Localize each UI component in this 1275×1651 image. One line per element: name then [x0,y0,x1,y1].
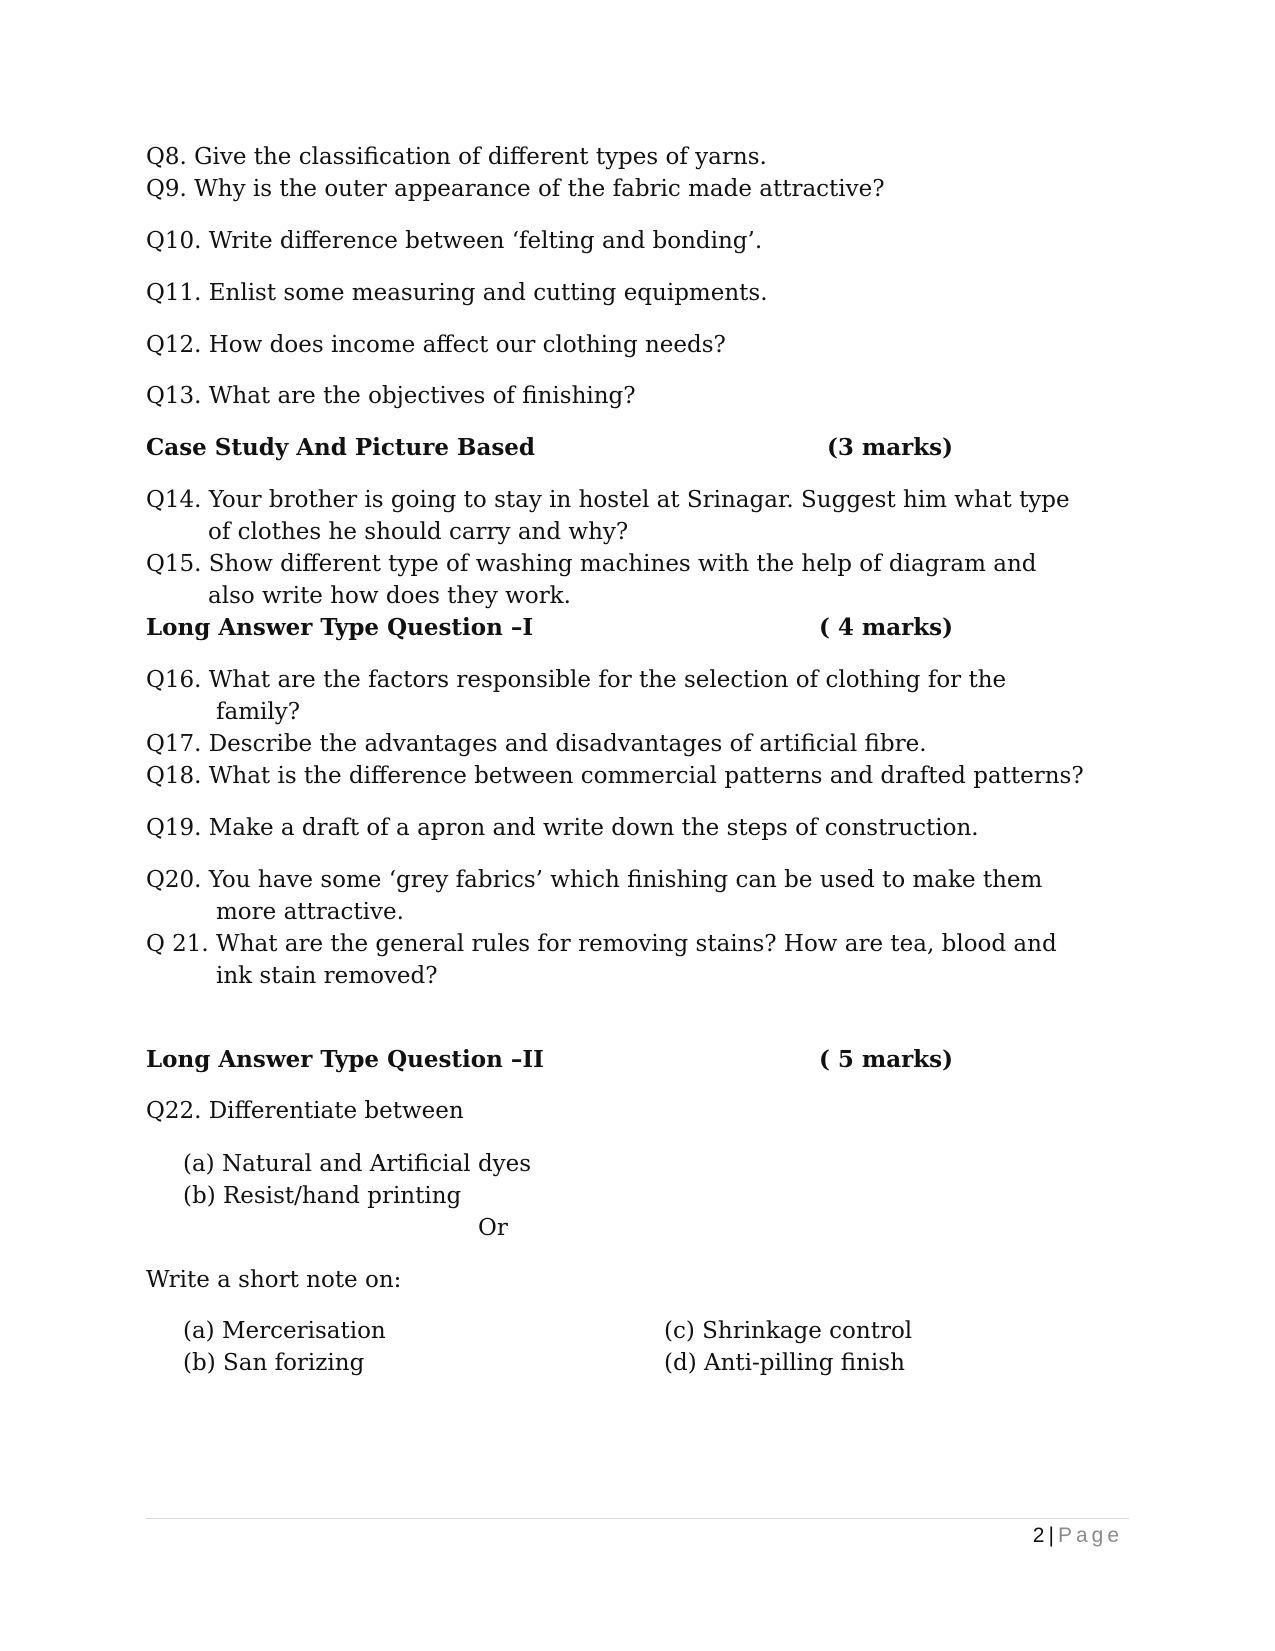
short-note-option-d: (d) Anti-pilling finish [664,1350,905,1376]
question-q14-continued: of clothes he should carry and why? [208,519,629,545]
section-marks-long-answer-2: ( 5 marks) [818,1046,953,1073]
question-q14: Q14. Your brother is going to stay in hostel at Srinagar. Suggest him what type [146,487,1070,513]
question-q18: Q18. What is the difference between commercial patterns and drafted patterns? [146,763,1084,789]
footer-separator: | [1048,1524,1054,1547]
short-note-prompt: Write a short note on: [146,1267,402,1293]
question-q21-continued: ink stain removed? [216,963,438,989]
question-q15-continued: also write how does they work. [208,583,571,609]
question-q20: Q20. You have some ‘grey fabrics’ which finishing can be used to make them [146,867,1043,893]
question-q19: Q19. Make a draft of a apron and write down the steps of construction. [146,815,979,841]
or-separator: Or [478,1215,508,1241]
question-q10: Q10. Write difference between ‘felting and bonding’. [146,228,763,254]
question-q16-continued: family? [216,699,301,725]
section-marks-long-answer-1: ( 4 marks) [818,614,953,641]
section-heading-long-answer-2: Long Answer Type Question –II [146,1046,544,1073]
section-marks-case-study: (3 marks) [826,434,953,461]
q22-option-b: (b) Resist/hand printing [183,1183,462,1209]
question-q13: Q13. What are the objectives of finishing? [146,383,636,409]
question-q20-continued: more attractive. [216,899,404,925]
question-q16: Q16. What are the factors responsible for the selection of clothing for the [146,667,1007,693]
short-note-option-c: (c) Shrinkage control [664,1318,913,1344]
section-heading-long-answer-1: Long Answer Type Question –I [146,614,534,641]
footer-divider [146,1518,1129,1519]
question-q17: Q17. Describe the advantages and disadvantages of artificial fibre. [146,731,927,757]
section-heading-case-study: Case Study And Picture Based [146,434,536,461]
question-q11: Q11. Enlist some measuring and cutting equipments. [146,280,768,306]
short-note-option-b: (b) San forizing [183,1350,365,1376]
q22-option-a: (a) Natural and Artificial dyes [183,1151,532,1177]
question-q22: Q22. Differentiate between [146,1098,464,1124]
question-q8: Q8. Give the classification of different types of yarns. [146,144,767,170]
short-note-option-a: (a) Mercerisation [183,1318,386,1344]
page-label: Page [1057,1524,1123,1547]
question-q21: Q 21. What are the general rules for removing stains? How are tea, blood and [146,931,1057,957]
question-q15: Q15. Show different type of washing machines with the help of diagram and [146,551,1037,577]
page-footer [1033,1522,1123,1550]
page-number: 2 [1032,1524,1045,1547]
question-q9: Q9. Why is the outer appearance of the fabric made attractive? [146,176,885,202]
question-q12: Q12. How does income affect our clothing needs? [146,332,726,358]
